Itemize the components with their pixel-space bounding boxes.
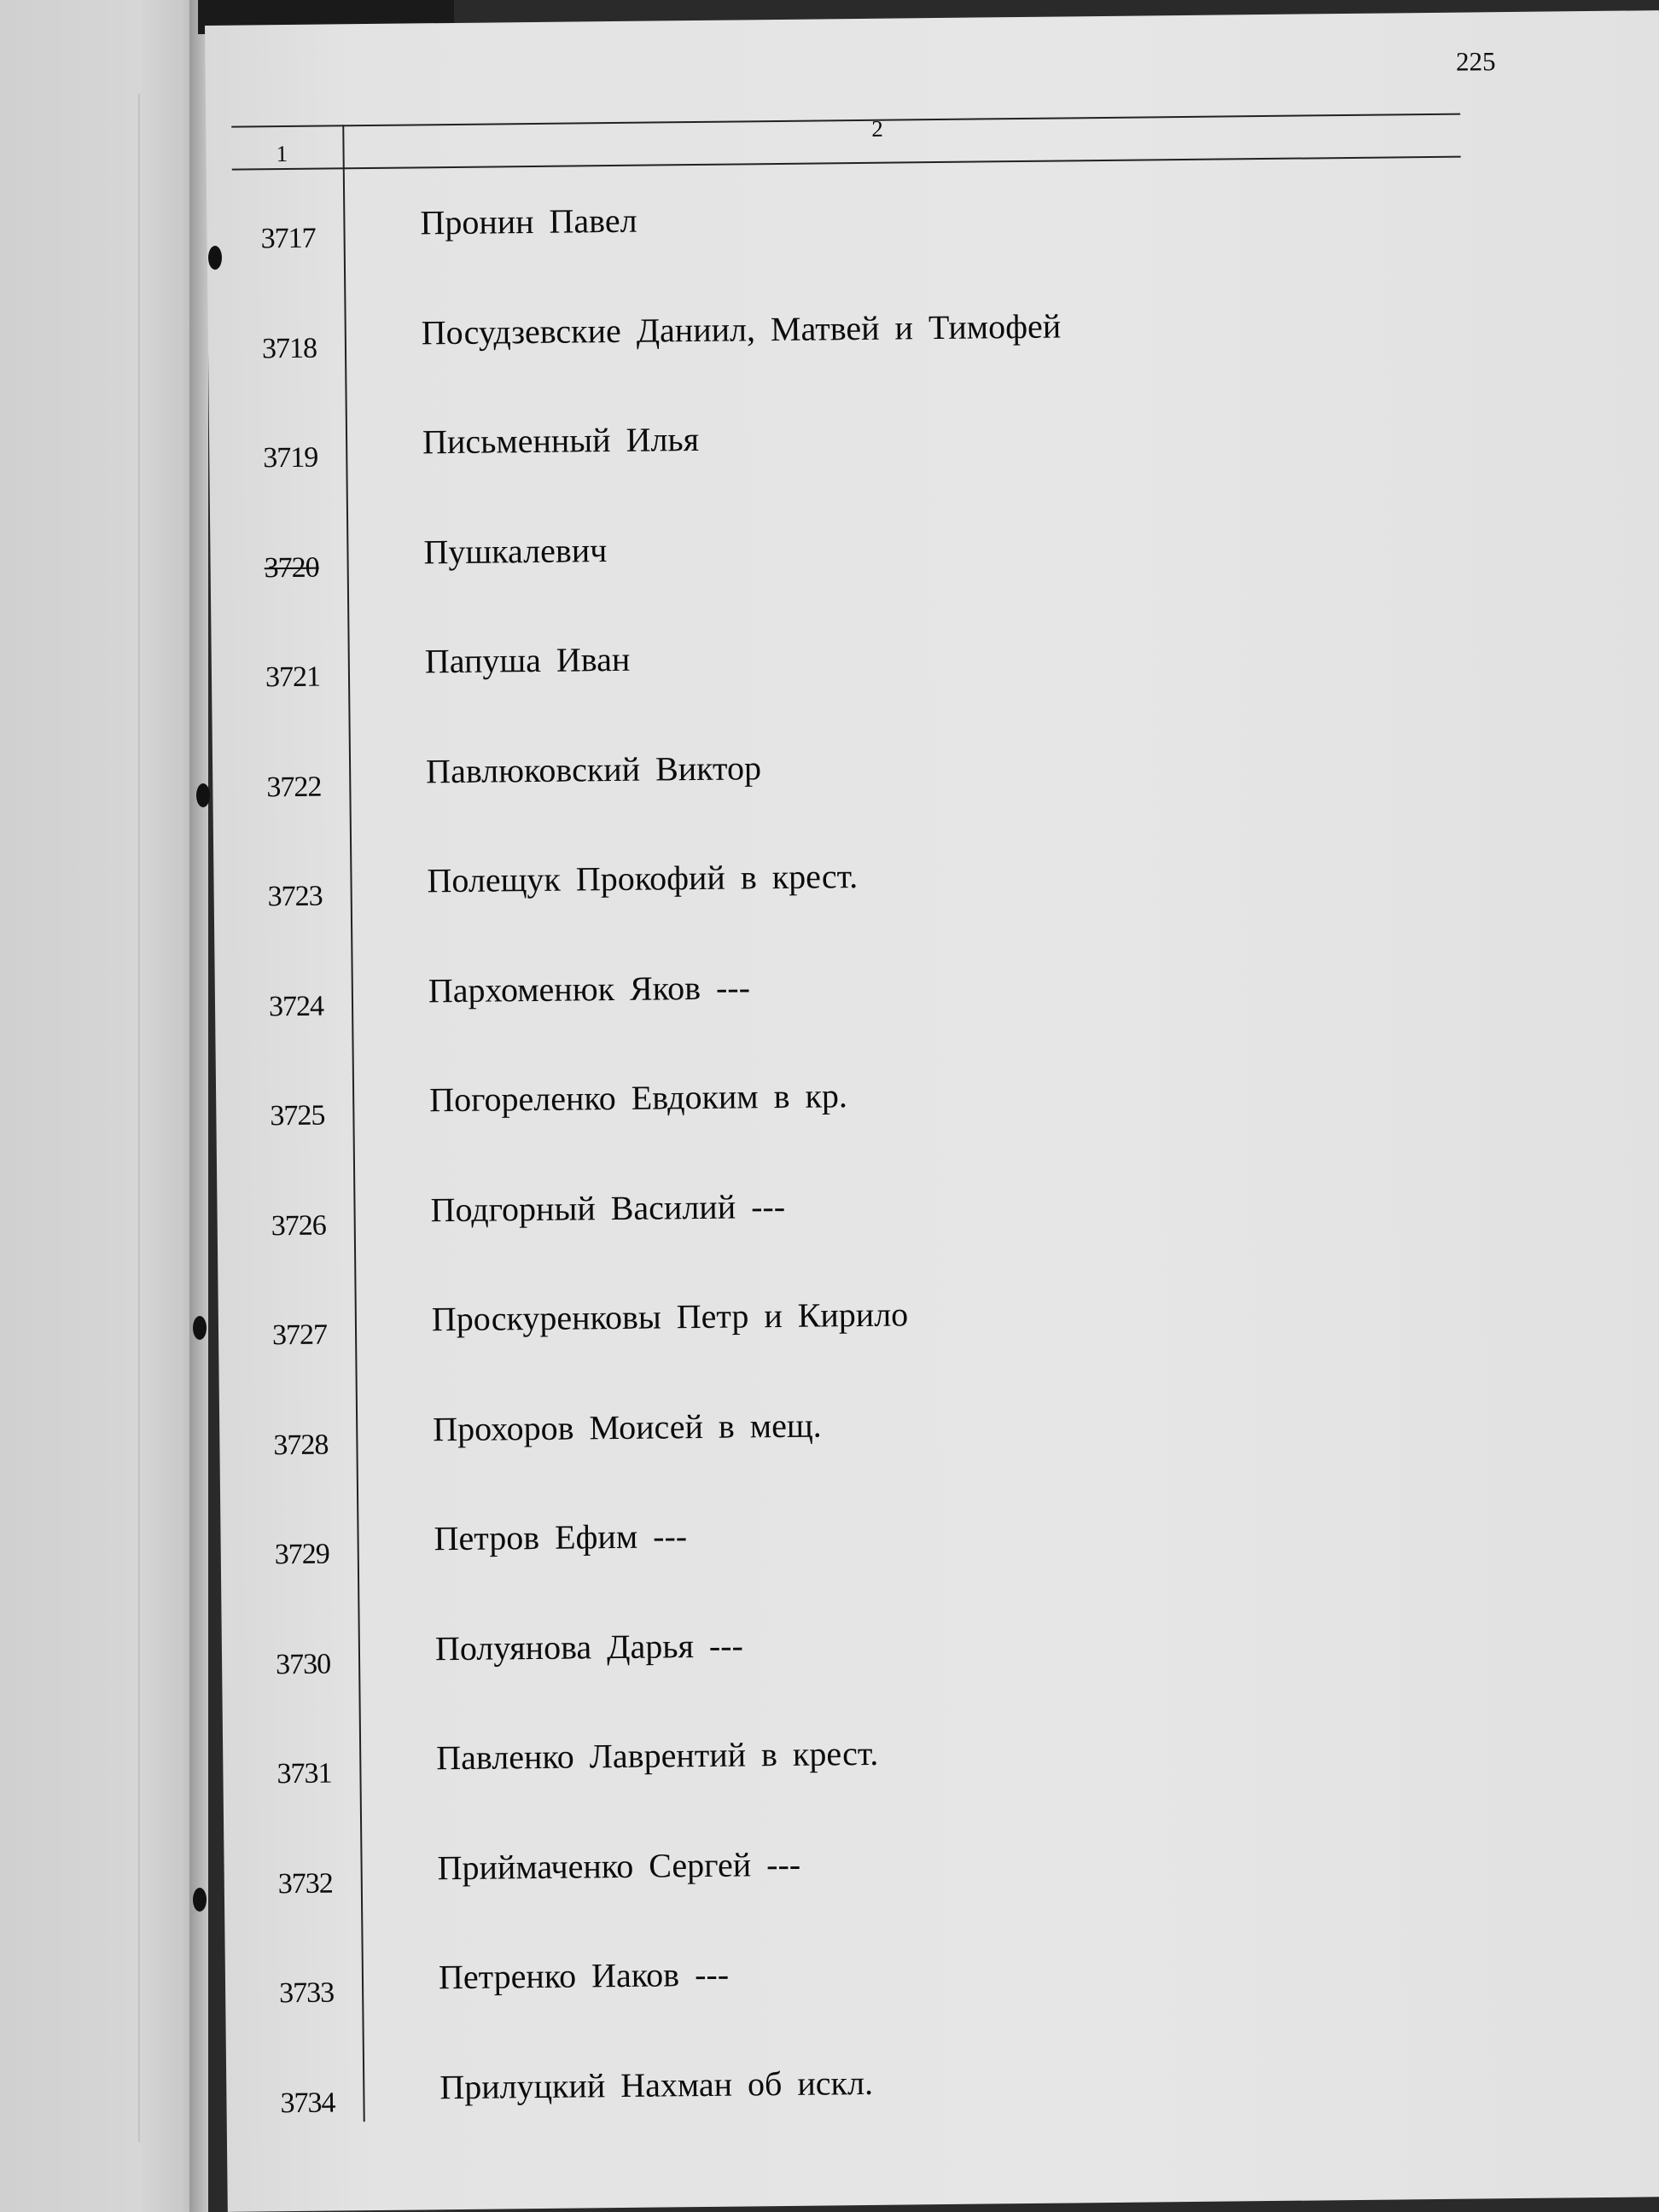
entry-name: Посудзевские Даниил, Матвей и Тимофей [421,306,1062,352]
column-header-2: 2 [871,115,883,142]
entry-number: 3719 [263,441,318,474]
book-gutter [189,0,208,2212]
entry-number: 3720 [264,551,319,584]
entry-number: 3728 [273,1429,329,1461]
entry-number: 3725 [270,1099,325,1132]
column-divider [342,125,365,2122]
entry-number: 3717 [260,222,316,255]
entry-number: 3724 [268,990,324,1022]
column-header-1: 1 [276,140,288,167]
header-top-rule [231,114,1460,128]
header-bottom-rule [232,156,1461,171]
entry-name: Письменный Илья [422,419,700,462]
previous-page-rule [138,94,140,2142]
entry-name: Пушкалевич [423,530,608,571]
entry-name: Павлюковский Виктор [425,748,762,790]
previous-page-edge [0,0,198,2212]
entry-name: Проскуренковы Петр и Кирило [431,1295,909,1339]
entry-name: Прилуцкий Нахман об искл. [439,2063,874,2106]
entry-name: Павленко Лаврентий в крест. [436,1733,879,1778]
entry-number: 3718 [261,332,317,364]
punch-hole [193,1316,207,1340]
entry-number: 3721 [265,661,321,694]
entry-number: 3727 [271,1318,328,1352]
entry-name: Полещук Прокофий в крест. [427,857,859,900]
entry-number: 3731 [276,1757,332,1790]
entry-name: Петров Ефим --- [434,1516,688,1558]
entry-number: 3732 [277,1867,333,1900]
entry-name: Пархоменюк Яков --- [428,967,751,1010]
entry-name: Погореленко Евдоким в кр. [428,1076,848,1120]
entry-number: 3734 [280,2087,335,2119]
entry-name: Пронин Павел [420,201,637,242]
page-number: 225 [1455,46,1496,77]
entry-name: Приймаченко Сергей --- [437,1844,801,1887]
entry-number: 3729 [274,1538,329,1571]
entry-name: Папуша Иван [424,639,631,681]
register-page [205,10,1659,2212]
entry-name: Петренко Иаков --- [438,1954,730,1997]
entry-name: Прохоров Моисей в мещ. [432,1406,822,1448]
punch-hole [196,783,210,807]
punch-hole [208,246,222,270]
punch-hole [193,1888,207,1912]
entry-name: Полуянова Дарья --- [434,1625,744,1668]
entry-number: 3730 [275,1648,331,1680]
entry-number: 3722 [266,771,322,803]
entry-name: Подгорный Василий --- [430,1186,786,1229]
entry-number: 3726 [271,1209,326,1242]
entry-number: 3723 [267,880,323,913]
entry-number: 3733 [278,1976,335,2010]
